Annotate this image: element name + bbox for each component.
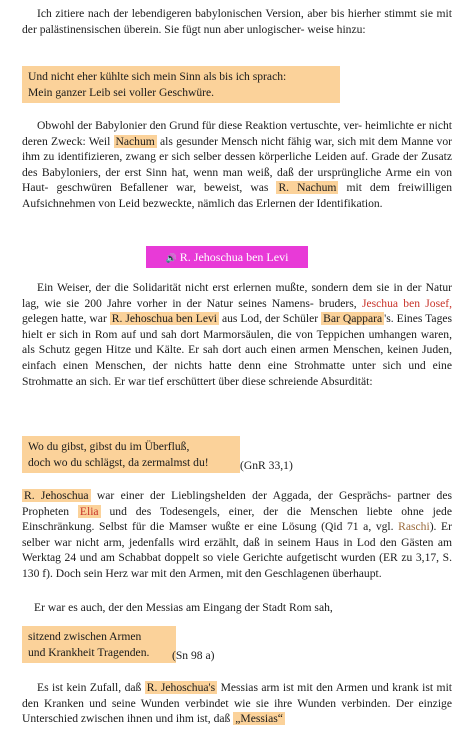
reference-sn: (Sn 98 a) xyxy=(172,649,215,662)
quote-box-2 xyxy=(22,436,240,473)
paragraph-zufall: Es ist kein Zufall, daß R. Jehoschua's Messias arm ist mit den Armen und krank ist mit den Kranken und seine Wunden verbindet wie sie ihre Wunden verbinden. Der einzige Unterschied zwischen ihnen und ihm ist, daß „Messias“ xyxy=(22,681,453,726)
name-link-r-jehoschuas[interactable]: R. Jehoschua's xyxy=(146,681,216,694)
section-title: R. Jehoschua ben Levi xyxy=(179,250,289,264)
name-link-elia[interactable]: Elia xyxy=(79,504,99,518)
paragraph-messias-rom: Er war es auch, der den Messias am Eingang der Stadt Rom sah, xyxy=(34,601,333,614)
name-link-r-nachum[interactable]: R. Nachum xyxy=(278,181,337,195)
quote-line: Mein ganzer Leib sei voller Geschwüre. xyxy=(28,85,215,99)
paragraph-weiser: Ein Weiser, der die Solidarität nicht erst erlernen mußte, sondern dem sie in der Natur lag, wie sie 200 Jahre vorher in der Natur seines Namens- bruders, Jeschua ben Josef, gelegen hatte, war R. Jehoschua ben Levi aus Lod, der Schüler Bar Qappara 's. Eines Tages hielt er sich in Rom auf und sah dort Marmorsäulen, die von Teppichen umhangen waren, als Schutz gegen Hitze und Kälte. Er sah dort auch einen armen Menschen, keinen Juden, einfach einen Menschen, der nichts hatte denn eine Strohmatte unter sich und eine Strohmatte an sich. Er war tief erschüttert über diese schreiende Absurdität: xyxy=(22,281,453,388)
paragraph-jehoschua: R. Jehoschua war einer der Lieblingshelden der Aggada, der Gesprächs- partner des Propheten Elia und des Todesengels, einer, der die Menschen liebte ohne jede Einschränkung. Selbst für die Mamser wußte er eine Lösung (Qid 71 a, vgl. Raschi). Er selber war nicht arm, jedenfalls wird erzählt, daß in seinem Haus in Lod den Gästen am Werktag 24 und am Schabbat doppelt so viele Gerichte aufgetischt wurden (ER zu 3,17, S. 130 f). Doch sein Herz war mit den Armen, mit den Geschlagenen überhaupt. xyxy=(22,489,453,580)
text-line: Ich zitiere nach der lebendigeren babylonischen Version, aber bis hierher xyxy=(37,7,381,20)
section-header-audio-button[interactable] xyxy=(146,246,308,268)
quote-box-1 xyxy=(22,66,340,103)
name-link-nachum[interactable]: Nachum xyxy=(115,134,155,148)
paragraph-intro xyxy=(22,6,452,37)
quote-box-3 xyxy=(22,626,176,663)
name-link-bar-qappara[interactable]: Bar Qappara xyxy=(323,312,383,326)
name-link-r-jehoschua-ben-levi[interactable]: R. Jehoschua ben Levi xyxy=(111,312,217,326)
text-line: weise hinzu: xyxy=(307,22,366,36)
quote-line: und Krankheit Tragenden. xyxy=(28,645,150,659)
quote-line: Und nicht eher kühlte sich mein Sinn als bis ich sprach: xyxy=(28,70,287,83)
quote-line: doch wo du schlägst, da zermalmst du! xyxy=(28,455,209,469)
name-link-r-jehoschua[interactable]: R. Jehoschua xyxy=(24,489,89,502)
name-link-raschi[interactable]: Raschi xyxy=(398,520,430,534)
speaker-icon: 🔊 xyxy=(165,253,177,263)
reference-gnr: (GnR 33,1) xyxy=(240,459,293,472)
term-link-messias[interactable]: „Messias“ xyxy=(235,712,283,726)
name-link-jeschua[interactable]: Jeschua ben Josef, xyxy=(361,296,453,310)
quote-line: sitzend zwischen Armen xyxy=(28,630,142,643)
text-line: stimmt sie mit der palästinensischen überein. Sie fügt nun aber unlogischer- xyxy=(22,7,452,36)
quote-line: Wo du gibst, gibst du im Überfluß, xyxy=(28,440,190,453)
paragraph-babylonier: Obwohl der Babylonier den Grund für diese Reaktion vertuschte, ver- heimlichte er nicht deren Zweck: Weil Nachum als gesunder Mensch nicht fähig war, sich mit dem Manne vor ihm zu identifizieren, zwang er sich selber dessen körperliche Leiden auf. Grade der Zusatz des Babyloniers, der erst Sinn hat, wenn man weiß, daß der ursprüngliche Arme ein von Haut- geschwüren Befallener war, beweist, was R. Nachum mit dem freiwilligen Aufsichnehmen von Leid bezweckte, nämlich das Erlernen der Identifikation. xyxy=(22,119,453,210)
